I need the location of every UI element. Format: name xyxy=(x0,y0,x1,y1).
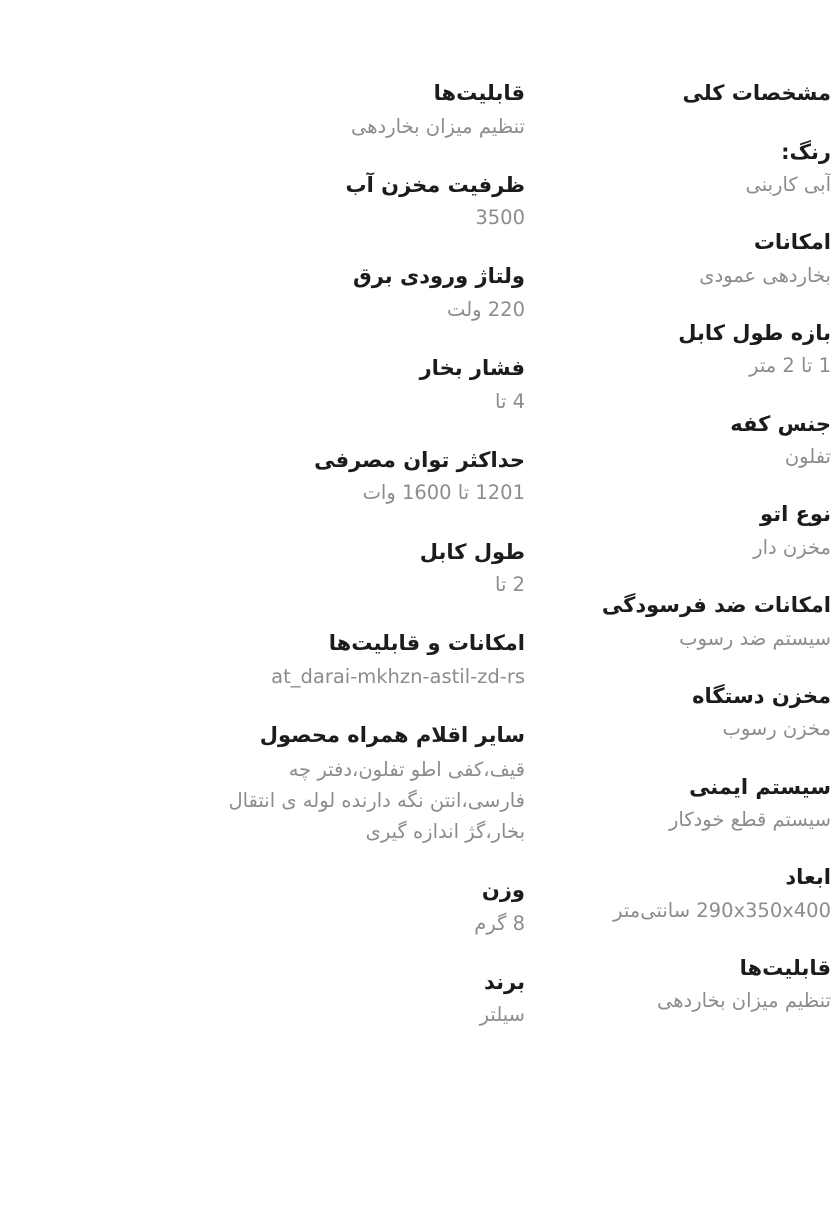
spec-group xyxy=(550,681,831,745)
spec-group xyxy=(195,537,525,601)
spec-value: 8 گرم xyxy=(474,911,525,935)
spec-value: 1 تا 2 متر xyxy=(749,354,831,378)
spec-title: امکانات xyxy=(753,230,831,255)
spec-group xyxy=(195,875,525,939)
spec-group xyxy=(550,772,831,836)
spec-title: مشخصات کلی xyxy=(682,81,831,105)
spec-group xyxy=(550,409,831,473)
spec-title: سیستم ایمنی xyxy=(689,774,831,799)
spec-value: 4 تا xyxy=(495,389,525,413)
spec-title: ابعاد xyxy=(785,865,831,890)
spec-value: مخزن دار xyxy=(753,535,831,559)
spec-value: 1201 تا 1600 وات xyxy=(362,481,525,505)
spec-group xyxy=(195,720,525,847)
spec-title: ولتاژ ورودی برق xyxy=(352,264,525,289)
spec-group xyxy=(195,967,525,1031)
spec-title: سایر اقلام همراه محصول xyxy=(259,723,525,748)
spec-title: امکانات و قابلیت‌ها xyxy=(328,631,525,656)
spec-value: بخاردهی عمودی xyxy=(699,263,831,287)
spec-value: 220 ولت xyxy=(447,297,525,321)
spec-group xyxy=(195,445,525,509)
spec-value: سیستم ضد رسوب xyxy=(679,626,831,650)
spec-title: مخزن دستگاه xyxy=(692,683,831,708)
spec-value: at_darai-mkhzn-astil-zd-rs xyxy=(271,664,525,688)
spec-value: 3500 xyxy=(475,206,525,230)
spec-group xyxy=(550,953,831,1017)
spec-value: آبی کاربنی xyxy=(745,173,831,196)
spec-value: قیف،کفی اطو تفلون،دفتر چه فارسی،انتن نگه دارنده لوله ی انتقال بخار،گژ اندازه گیری xyxy=(228,757,525,843)
spec-value: تنظیم میزان بخاردهی xyxy=(657,989,831,1013)
spec-group xyxy=(550,590,831,654)
spec-group xyxy=(550,137,831,201)
spec-title: وزن xyxy=(481,878,525,903)
spec-group xyxy=(195,628,525,692)
spec-value: 2 تا xyxy=(495,573,525,597)
spec-title: حداکثر توان مصرفی xyxy=(314,447,525,472)
spec-value: تفلون xyxy=(784,445,831,469)
spec-value: سیلتر xyxy=(479,1003,525,1027)
spec-value: 290x350x400 سانتی‌متر xyxy=(613,898,831,922)
spec-title: قابلیت‌ها xyxy=(739,955,831,980)
spec-title: فشار بخار xyxy=(419,356,525,381)
spec-title: طول کابل xyxy=(419,539,525,564)
spec-group xyxy=(550,318,831,382)
spec-title: نوع اتو xyxy=(760,502,831,527)
spec-group xyxy=(550,499,831,563)
specifications-column-left xyxy=(195,78,525,1208)
specifications-column-right xyxy=(525,78,831,1208)
spec-title: بازه طول کابل xyxy=(678,320,831,345)
spec-group xyxy=(195,78,525,142)
spec-title: رنگ: xyxy=(781,139,831,164)
spec-group xyxy=(195,261,525,325)
spec-group xyxy=(550,227,831,291)
spec-group xyxy=(550,862,831,926)
spec-title: جنس کفه xyxy=(730,411,831,436)
spec-group xyxy=(550,78,831,110)
spec-value: مخزن رسوب xyxy=(722,717,831,741)
spec-value: سیستم قطع خودکار xyxy=(668,808,831,832)
spec-title: برند xyxy=(484,969,525,994)
spec-title: ظرفیت مخزن آب xyxy=(345,172,525,197)
spec-title: قابلیت‌ها xyxy=(433,81,525,105)
spec-group xyxy=(195,353,525,417)
spec-group xyxy=(195,170,525,234)
spec-title: امکانات ضد فرسودگی xyxy=(601,593,831,618)
spec-value: تنظیم میزان بخاردهی xyxy=(351,114,525,138)
